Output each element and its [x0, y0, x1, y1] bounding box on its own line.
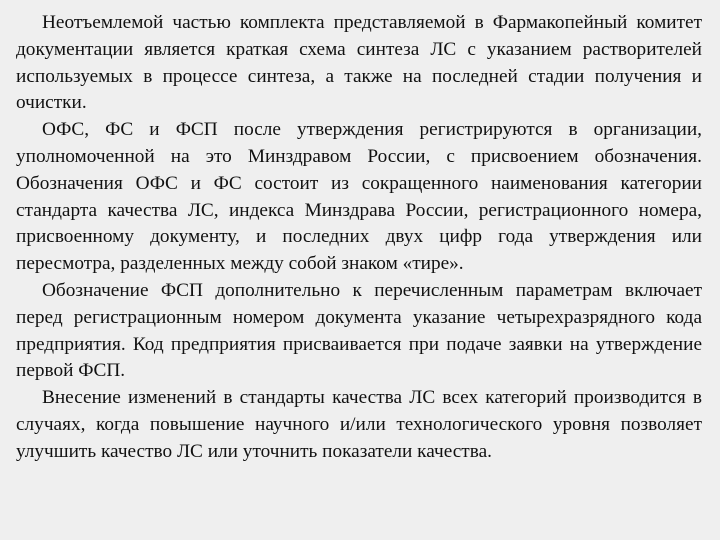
paragraph-fsp-designation: Обозначение ФСП дополнительно к перечисленным параметрам включает перед регистрационным номером документа указание четырехразрядного кода предприятия. Код предприятия присваивается при подаче заявки на утверждение первой ФСП.: [16, 279, 702, 382]
paragraph-amendments: Внесение изменений в стандарты качества ЛС всех категорий производится в случаях, когда повышение научного и/или технологического уровня позволяет улучшить качество ЛС или уточнить показатели качества.: [16, 387, 702, 462]
document-body: [16, 10, 702, 466]
paragraph-submission-documentation: Неотъемлемой частью комплекта представляемой в Фармакопейный комитет документации является краткая схема синтеза ЛС с указанием растворителей используемых в процессе синтеза, а также на последней стадии получения и очистки.: [16, 12, 702, 114]
paragraph-registration-designation: ОФС, ФС и ФСП после утверждения регистрируются в организации, уполномоченной на это Минздравом России, с присвоением обозначения. Обозначения ОФС и ФС состоит из сокращенного наименования категории стандарта качества ЛС, индекса Минздрава России, регистрационного номера, присвоенному документу, и последних двух цифр года утверждения или пересмотра, разделенных между собой знаком «тире».: [16, 119, 702, 275]
